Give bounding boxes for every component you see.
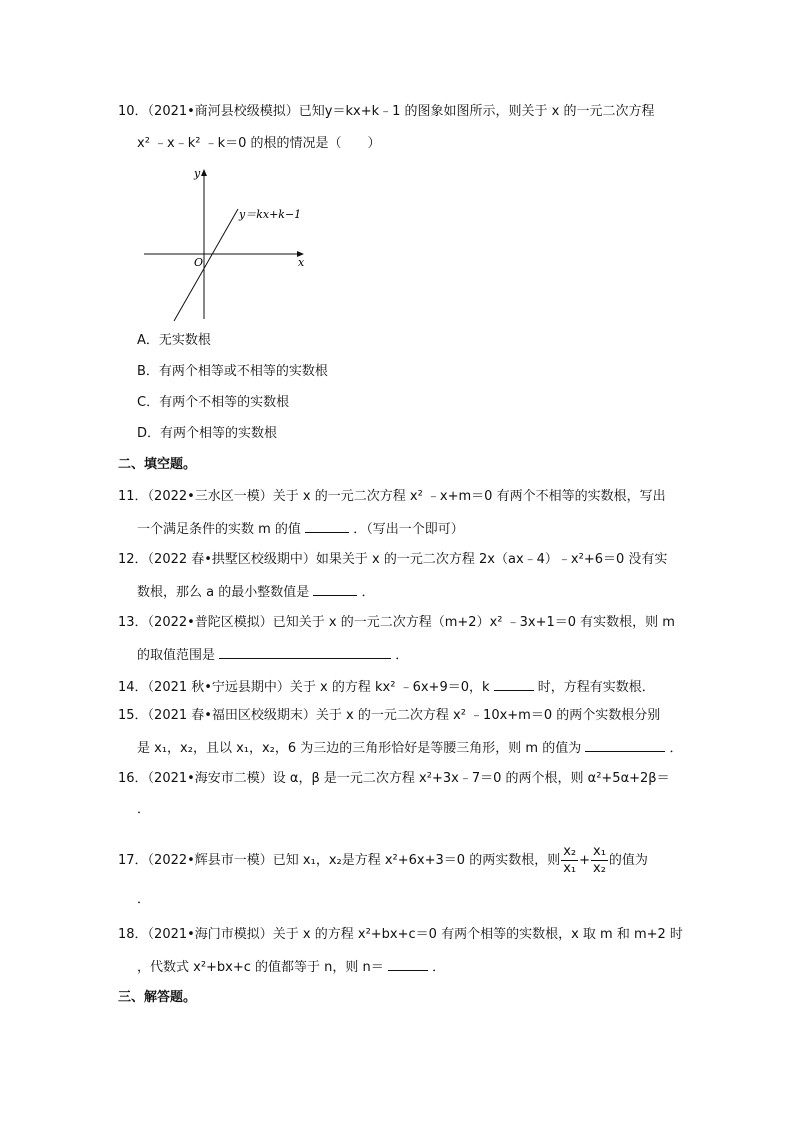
- section-solve-title: 三、解答题。: [118, 990, 197, 1005]
- q14-line: [118, 676, 655, 696]
- q11-text-b: ．（写出一个即可）: [353, 522, 464, 537]
- origin-label: O: [194, 256, 204, 269]
- q10-option-a: A．无实数根: [137, 333, 211, 348]
- line-label: y＝kx+k−1: [239, 208, 302, 221]
- q16-line1: 16．（2021•海安市二模）设 α，β 是一元二次方程 x²+3x﹣7＝0 的两个根，则 α²+5α+2β＝: [118, 771, 670, 786]
- q17-text-b: 的值为: [608, 853, 648, 868]
- q13-text-b: ．: [395, 648, 409, 663]
- q13-answer-blank[interactable]: [219, 644, 391, 659]
- q17-frac2-numerator: x₁: [593, 844, 606, 859]
- q10-line1: 10．（2021•商河县校级模拟）已知y＝kx+k﹣1 的图象如图所示，则关于 x 的一元二次方程: [118, 104, 655, 119]
- x-axis-label: x: [298, 256, 305, 269]
- q12-text-b: ．: [361, 585, 375, 600]
- q12-line2: [137, 581, 375, 601]
- q12-answer-blank[interactable]: [313, 581, 357, 596]
- q11-line1: 11．（2022•三水区一模）关于 x 的一元二次方程 x² ﹣x+m＝0 有两个不相等的实数根，写出: [118, 489, 666, 504]
- q17-frac1-numerator: x₂: [563, 844, 577, 859]
- q12-line1: 12．（2022 春•拱墅区校级期中）如果关于 x 的一元二次方程 2x（ax﹣4）﹣x²+6＝0 没有实: [118, 552, 668, 567]
- q15-line1: 15．（2021 春•福田区校级期末）关于 x 的一元二次方程 x² ﹣10x+m＝0 的两个实数根分别: [118, 708, 661, 723]
- q12-text-a: 数根，那么 a 的最小整数值是: [137, 585, 310, 600]
- q17-fraction-2: [591, 844, 608, 877]
- q10-graph: [140, 163, 310, 325]
- q10-option-d: D．有两个相等的实数根: [137, 426, 278, 441]
- q13-line2: [137, 644, 408, 664]
- q18-answer-blank[interactable]: [388, 956, 428, 971]
- q10-line2: x² ﹣x﹣k² ﹣k＝0 的根的情况是（ ）: [137, 136, 381, 151]
- q11-line2: [137, 518, 464, 538]
- y-axis-arrow: [201, 169, 207, 176]
- function-line: [174, 209, 238, 321]
- q16-line2: ．: [137, 802, 151, 817]
- q17-frac2-denominator: x₂: [593, 861, 606, 876]
- q14-text-b: 时，方程有实数根．: [537, 680, 655, 695]
- q13-text-a: 的取值范围是: [137, 648, 216, 663]
- q10-option-b: B．有两个相等或不相等的实数根: [137, 364, 328, 379]
- q13-line1: 13．（2022•普陀区模拟）已知关于 x 的一元二次方程（m+2）x² ﹣3x+1＝0 有实数根，则 m: [118, 615, 675, 630]
- q18-text-b: ．: [432, 960, 446, 975]
- q14-answer-blank[interactable]: [494, 676, 534, 691]
- q17-frac1-denominator: x₁: [563, 861, 577, 876]
- q15-line2: [137, 737, 683, 757]
- q11-text-a: 一个满足条件的实数 m 的值: [137, 522, 301, 537]
- q14-text-a: 14．（2021 秋•宁远县期中）关于 x 的方程 kx² ﹣6x+9＝0，k: [118, 680, 490, 695]
- q17-fraction-1: [561, 844, 578, 877]
- q11-answer-blank[interactable]: [305, 518, 349, 533]
- q17-line1: [118, 842, 648, 880]
- q15-answer-blank[interactable]: [585, 737, 665, 752]
- section-fill-in-title: 二、填空题。: [118, 457, 197, 472]
- q17-plus: +: [579, 853, 591, 868]
- q15-text-b: ．: [669, 741, 683, 756]
- q18-line2: [137, 956, 445, 976]
- q18-text-a: ，代数式 x²+bx+c 的值都等于 n，则 n＝: [137, 960, 384, 975]
- y-axis-label: y: [194, 167, 201, 180]
- q17-text-a: 17．（2022•辉县市一模）已知 x₁，x₂是方程 x²+6x+3＝0 的两实数根，则: [118, 853, 561, 868]
- q10-option-c: C．有两个不相等的实数根: [137, 395, 290, 410]
- q15-text-a: 是 x₁，x₂，且以 x₁，x₂，6 为三边的三角形恰好是等腰三角形，则 m 的值为: [137, 741, 582, 756]
- q18-line1: 18．（2021•海门市模拟）关于 x 的方程 x²+bx+c＝0 有两个相等的实数根，x 取 m 和 m+2 时: [118, 927, 683, 942]
- q17-line2: ．: [137, 892, 151, 907]
